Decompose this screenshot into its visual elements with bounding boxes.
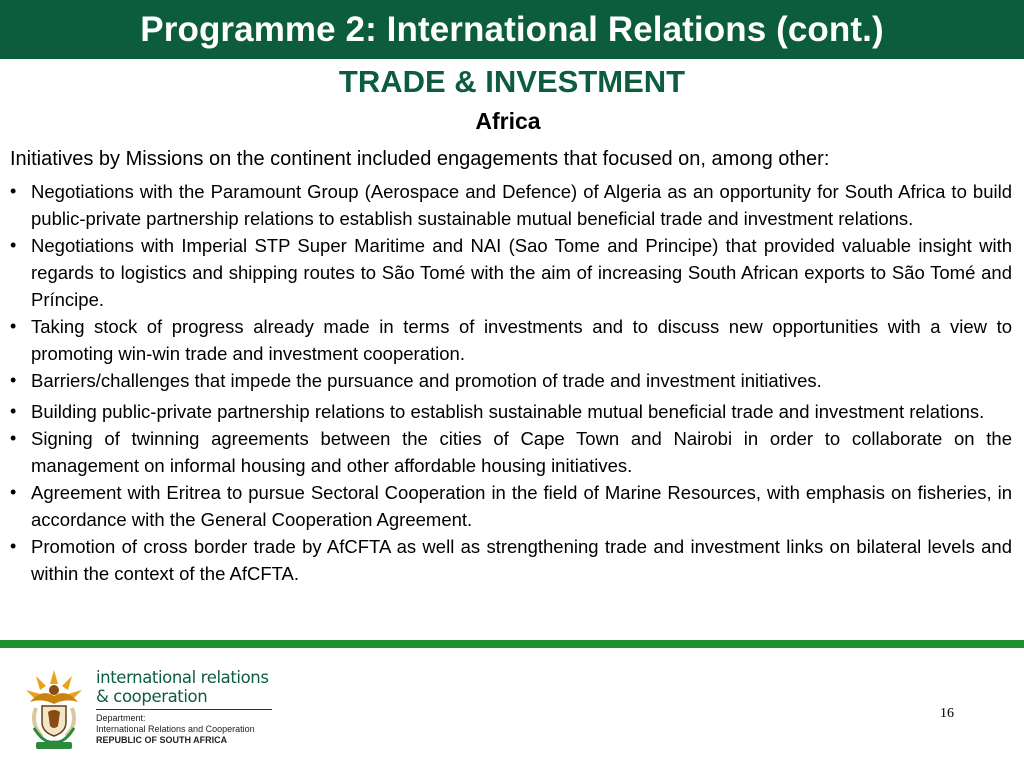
list-item-text: Signing of twinning agreements between the cities of Cape Town and Nairobi in order to collaborate on the management on informal housing and other affordable housing initiatives. [31,428,1012,476]
section-subtitle: TRADE & INVESTMENT [338,64,686,99]
bullet-list [10,178,1012,587]
list-item [10,425,1012,479]
footer-divider [0,640,1024,648]
logo-line-1: international relations [96,668,269,687]
bullet-icon: • [10,401,17,421]
list-item-text: Negotiations with the Paramount Group (Aerospace and Defence) of Algeria as an opportunity for South Africa to build public-private partnership relations to establish sustainable mutual beneficial trade and investment relations. [31,181,1012,229]
list-item [10,313,1012,367]
bullet-icon: • [10,316,17,336]
logo-line-2: & cooperation [96,687,208,706]
region-heading: Africa [475,108,541,134]
list-item-text: Taking stock of progress already made in terms of investments and to discuss new opportunities with a view to promoting win-win trade and investment cooperation. [31,316,1012,364]
bullet-icon: • [10,428,17,448]
bullet-icon: • [10,181,17,201]
list-item [10,178,1012,232]
department-name: International Relations and Cooperation [96,724,255,734]
list-item [10,232,1012,313]
list-item-text: Negotiations with Imperial STP Super Maritime and NAI (Sao Tome and Principe) that provided valuable insight with regards to logistics and shipping routes to São Tomé with the aim of increasing South African exports to São Tomé and Príncipe. [31,235,1012,310]
page-number: 16 [940,706,954,721]
list-item-text: Promotion of cross border trade by AfCFTA as well as strengthening trade and investment links on bilateral levels and within the context of the AfCFTA. [31,536,1012,584]
logo-divider [96,709,272,710]
country-name: REPUBLIC OF SOUTH AFRICA [96,735,228,745]
bullet-icon: • [10,235,17,255]
list-item-text: Agreement with Eritrea to pursue Sectoral Cooperation in the field of Marine Resources, with emphasis on fisheries, in accordance with the General Cooperation Agreement. [31,482,1012,530]
department-label: Department: [96,713,146,723]
bullet-icon: • [10,536,17,556]
logo-text [96,668,296,746]
page-title: Programme 2: International Relations (cont.) [140,9,884,49]
list-item-text: Building public-private partnership relations to establish sustainable mutual beneficial trade and investment relations. [31,401,985,422]
list-item [10,533,1012,587]
title-bar [0,0,1024,59]
bullet-icon: • [10,482,17,502]
intro-text: Initiatives by Missions on the continent included engagements that focused on, among other: [10,148,830,170]
list-item [10,367,1012,394]
bullet-icon: • [10,370,17,390]
list-item-text: Barriers/challenges that impede the pursuance and promotion of trade and investment initiatives. [31,370,822,391]
list-item [10,479,1012,533]
coat-of-arms-icon [22,668,86,752]
list-item [10,398,1012,425]
department-logo [22,668,282,754]
